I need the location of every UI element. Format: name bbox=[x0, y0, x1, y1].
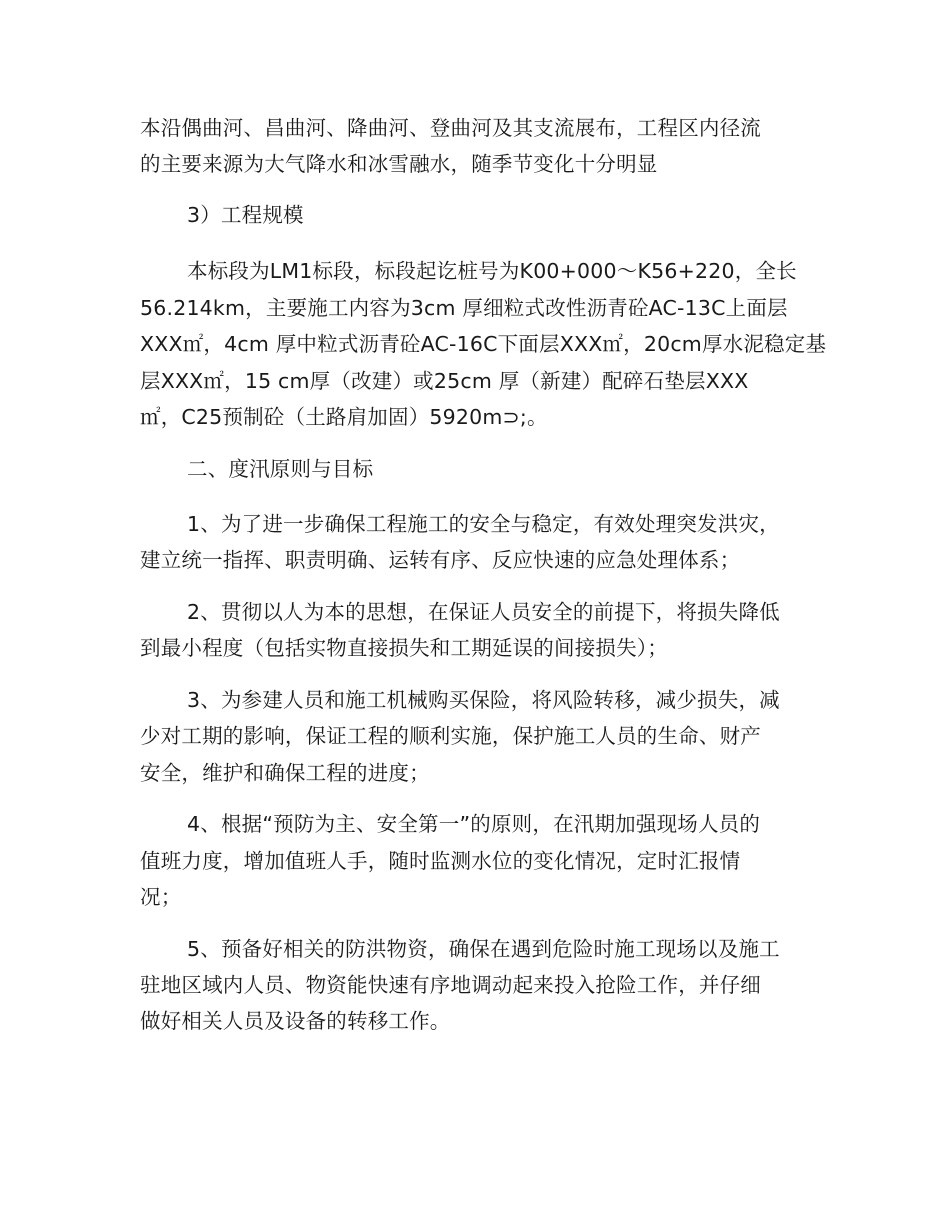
text-line: 本标段为LM1标段，标段起讫桩号为K00+000～K56+220，全长 bbox=[187, 259, 797, 283]
text-line: 值班力度，增加值班人手，随时监测水位的变化情况，定时汇报情 bbox=[140, 849, 741, 873]
text-line: 驻地区域内人员、物资能快速有序地调动起来投入抢险工作，并仔细 bbox=[140, 973, 761, 997]
text-line: 的主要来源为大气降水和冰雪融水，随季节变化十分明显 bbox=[140, 152, 658, 176]
text-line: 5、预备好相关的防洪物资，确保在遇到危险时施工现场以及施工 bbox=[187, 937, 780, 961]
text-line: 3、为参建人员和施工机械购买保险，将风险转移，减少损失，减 bbox=[187, 688, 780, 712]
text-line: 况； bbox=[140, 885, 182, 909]
text-line: 1、为了进一步确保工程施工的安全与稳定，有效处理突发洪灾， bbox=[187, 512, 780, 536]
text-line: 做好相关人员及设备的转移工作。 bbox=[140, 1009, 451, 1033]
section-heading: 二、度汛原则与目标 bbox=[187, 457, 374, 481]
text-line: XXX㎡，4cm 厚中粒式沥青砼AC-16C下面层XXX㎡，20cm厚水泥稳定基 bbox=[140, 332, 827, 356]
text-line: 4、根据“预防为主、安全第一”的原则，在汛期加强现场人员的 bbox=[187, 812, 761, 836]
text-line: 层XXX㎡，15 cm厚（改建）或25cm 厚（新建）配碎石垫层XXX bbox=[140, 369, 749, 393]
text-line: 56.214km，主要施工内容为3cm 厚细粒式改性沥青砼AC-13C上面层 bbox=[140, 296, 788, 320]
text-line: 安全，维护和确保工程的进度； bbox=[140, 761, 430, 785]
text-line: 少对工期的影响，保证工程的顺利实施，保护施工人员的生命、财产 bbox=[140, 724, 761, 748]
text-line: 建立统一指挥、职责明确、运转有序、反应快速的应急处理体系； bbox=[140, 548, 741, 572]
text-line: 2、贯彻以人为本的思想，在保证人员安全的前提下，将损失降低 bbox=[187, 600, 780, 624]
text-line: 本沿偶曲河、昌曲河、降曲河、登曲河及其支流展布，工程区内径流 bbox=[140, 116, 761, 140]
text-line: ㎡，C25预制砼（土路肩加固）5920m⊃;。 bbox=[140, 405, 548, 429]
text-line: 到最小程度（包括实物直接损失和工期延误的间接损失）； bbox=[140, 636, 668, 660]
section-heading: 3）工程规模 bbox=[187, 203, 304, 227]
